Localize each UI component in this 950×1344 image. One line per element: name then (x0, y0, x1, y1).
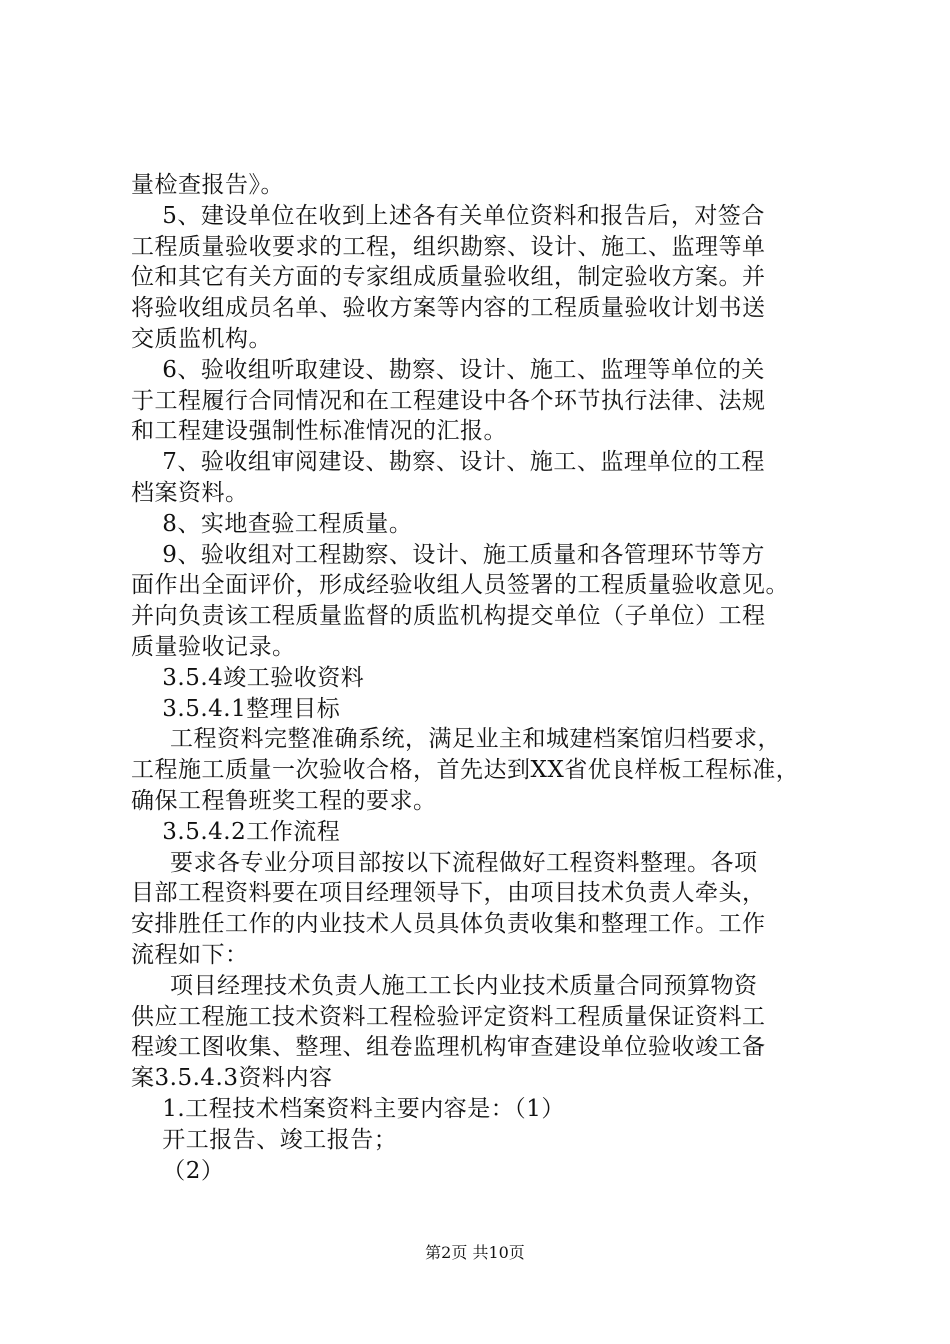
text-line: 案3.5.4.3资料内容 (131, 1065, 333, 1092)
text-line: 要求各专业分项目部按以下流程做好工程资料整理。各项 (131, 849, 758, 876)
text-line: 并向负责该工程质量监督的质监机构提交单位（子单位）工程 (131, 603, 766, 630)
text-line: 8、实地查验工程质量。 (131, 510, 413, 537)
text-line: 3.5.4竣工验收资料 (131, 664, 365, 691)
text-line: 程竣工图收集、整理、组卷监理机构审查建设单位验收竣工备 (131, 1034, 766, 1061)
text-line: 开工报告、竣工报告； (131, 1126, 398, 1153)
text-line: 9、验收组对工程勘察、设计、施工质量和各管理环节等方 (131, 541, 765, 568)
text-line: 5、建设单位在收到上述各有关单位资料和报告后，对签合 (131, 202, 765, 229)
text-line: （2） (131, 1157, 225, 1184)
text-line: 工程质量验收要求的工程，组织勘察、设计、施工、监理等单 (131, 233, 766, 260)
text-line: 将验收组成员名单、验收方案等内容的工程质量验收计划书送 (131, 295, 766, 322)
text-line: 3.5.4.1整理目标 (131, 695, 341, 722)
text-line: 3.5.4.2工作流程 (131, 818, 341, 845)
text-line: 交质监机构。 (131, 326, 272, 352)
text-line: 和工程建设强制性标准情况的汇报。 (131, 418, 507, 445)
text-line: 档案资料。 (131, 480, 249, 506)
text-line: 安排胜任工作的内业技术人员具体负责收集和整理工作。工作 (131, 911, 766, 938)
text-line: 工程施工质量一次验收合格，首先达到XX省优良样板工程标准， (131, 757, 800, 784)
text-line: 供应工程施工技术资料工程检验评定资料工程质量保证资料工 (131, 1003, 766, 1030)
text-line: 于工程履行合同情况和在工程建设中各个环节执行法律、法规 (131, 387, 766, 414)
text-line: 7、验收组审阅建设、勘察、设计、施工、监理单位的工程 (131, 449, 765, 476)
text-line: 位和其它有关方面的专家组成质量验收组，制定验收方案。并 (131, 264, 766, 291)
text-line: 确保工程鲁班奖工程的要求。 (131, 788, 437, 814)
text-line: 6、验收组听取建设、勘察、设计、施工、监理等单位的关 (131, 356, 765, 383)
text-line: 1.工程技术档案资料主要内容是：（1） (131, 1096, 565, 1122)
text-line: 面作出全面评价，形成经验收组人员签署的工程质量验收意见。 (131, 572, 789, 599)
text-line: 项目经理技术负责人施工工长内业技术质量合同预算物资 (131, 972, 758, 999)
page-footer: 第2页 共10页 (425, 1243, 525, 1262)
text-line: 量检查报告》。 (131, 172, 284, 198)
text-line: 工程资料完整准确系统，满足业主和城建档案馆归档要求， (131, 726, 782, 753)
text-line: 质量验收记录。 (131, 634, 296, 660)
text-line: 流程如下： (131, 942, 249, 968)
text-line: 目部工程资料要在项目经理领导下，由项目技术负责人牵头， (131, 880, 766, 907)
